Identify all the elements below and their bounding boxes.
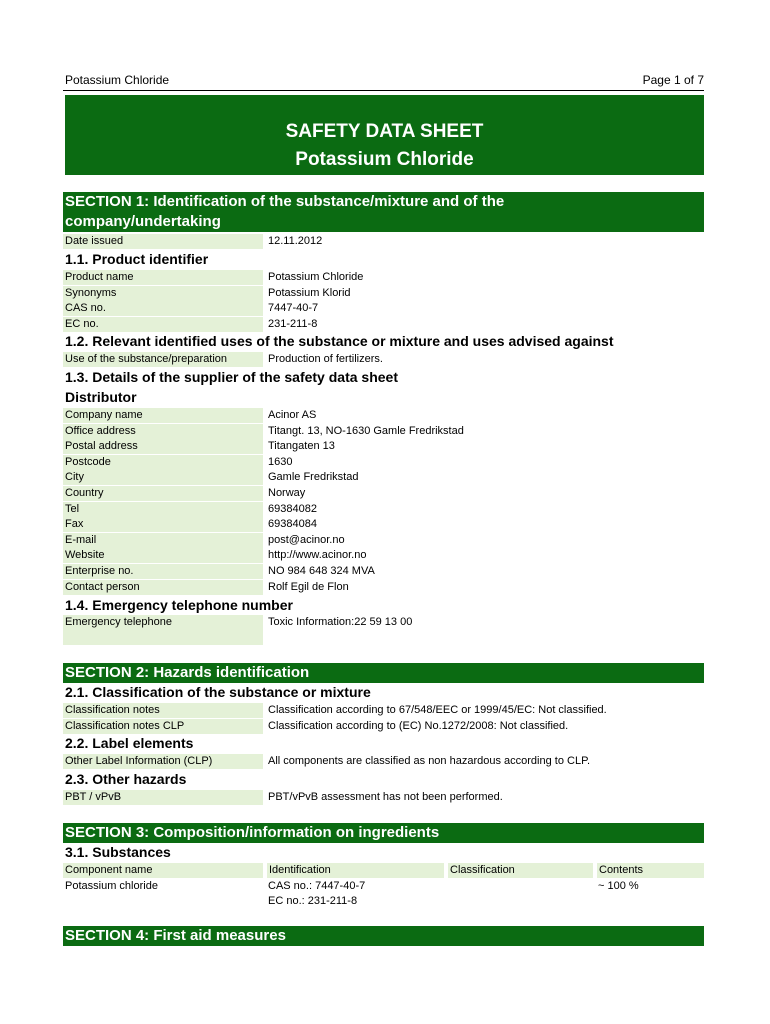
table-row [63, 486, 704, 501]
field-value: Gamle Fredrikstad [268, 471, 359, 484]
field-label: Postal address [63, 439, 263, 454]
title-banner [65, 95, 704, 175]
table-row [63, 408, 704, 423]
header-product: Potassium Chloride [65, 73, 170, 87]
column-header-classification: Classification [448, 863, 593, 878]
field-label: City [63, 470, 263, 485]
column-header-component: Component name [63, 863, 263, 878]
field-value: 12.11.2012 [268, 235, 323, 247]
subheading-1-1: 1.1. Product identifier [65, 251, 209, 267]
field-label: Emergency telephone [63, 615, 263, 645]
table-row [63, 548, 704, 563]
field-value: http://www.acinor.no [268, 549, 367, 562]
use-row [63, 352, 704, 367]
field-label: PBT / vPvB [63, 790, 263, 805]
field-value: All components are classified as non hazardous according to CLP. [268, 755, 591, 767]
subheading-3-1: 3.1. Substances [65, 844, 171, 860]
table-row [63, 580, 704, 595]
subheading-2-3: 2.3. Other hazards [65, 771, 187, 787]
field-value: Classification according to 67/548/EEC or 1999/45/EC: Not classified. [268, 704, 607, 716]
field-value: 69384084 [268, 518, 317, 531]
table-row [63, 455, 704, 470]
field-label: EC no. [63, 317, 263, 332]
section-1-header [63, 192, 704, 232]
field-value: Potassium Klorid [268, 286, 351, 299]
field-label: Use of the substance/preparation [63, 352, 263, 367]
field-value: Norway [268, 487, 306, 499]
field-value: 231-211-8 [268, 317, 318, 330]
field-value: Toxic Information:22 59 13 00 [268, 616, 413, 628]
field-label: CAS no. [63, 301, 263, 316]
table-row [63, 517, 704, 532]
subheading-1-3: 1.3. Details of the supplier of the safety data sheet [65, 369, 398, 385]
table-row [63, 470, 704, 485]
section-2-header: SECTION 2: Hazards identification [63, 663, 704, 683]
table-row [63, 286, 704, 301]
field-label: Tel [63, 502, 263, 517]
page-header [63, 72, 704, 91]
distributor-heading: Distributor [65, 389, 137, 405]
document-title: SAFETY DATA SHEET [285, 121, 484, 142]
column-header-identification: Identification [267, 863, 444, 878]
table-row [63, 270, 704, 285]
column-header-contents: Contents [597, 863, 704, 878]
field-value: 69384082 [268, 502, 317, 515]
ec-cell: EC no.: 231-211-8 [268, 895, 358, 907]
field-value: PBT/vPvB assessment has not been performed. [268, 791, 503, 803]
field-label: Website [63, 548, 263, 563]
field-label: Date issued [63, 234, 263, 249]
table-row [63, 317, 704, 332]
subheading-1-2: 1.2. Relevant identified uses of the substance or mixture and uses advised against [65, 333, 614, 349]
field-value: Acinor AS [268, 409, 317, 421]
document-subtitle: Potassium Chloride [295, 149, 474, 170]
field-label: Enterprise no. [63, 564, 263, 579]
field-label: Classification notes [63, 703, 263, 718]
field-label: E-mail [63, 533, 263, 548]
field-label: Other Label Information (CLP) [63, 754, 263, 769]
table-row [63, 424, 704, 439]
subheading-2-1: 2.1. Classification of the substance or mixture [65, 684, 371, 700]
field-label: Classification notes CLP [63, 719, 263, 734]
component-name-cell: Potassium chloride [65, 880, 158, 892]
field-label: Contact person [63, 580, 263, 595]
table-row [63, 502, 704, 517]
field-label: Postcode [63, 455, 263, 470]
field-label: Fax [63, 517, 263, 532]
subheading-2-2: 2.2. Label elements [65, 735, 194, 751]
field-value: post@acinor.no [268, 533, 345, 546]
field-value: 7447-40-7 [268, 302, 319, 314]
date-issued-row [63, 234, 704, 249]
table-row [63, 703, 704, 718]
field-value: NO 984 648 324 MVA [268, 565, 375, 577]
field-value: Rolf Egil de Flon [268, 580, 349, 593]
table-row [63, 790, 704, 805]
table-row [63, 564, 704, 579]
field-value: Potassium Chloride [268, 271, 364, 283]
header-page-number: Page 1 of 7 [642, 73, 704, 87]
field-value: Titangaten 13 [268, 440, 335, 453]
field-label: Company name [63, 408, 263, 423]
section-1-title-line2: company/undertaking [65, 213, 221, 230]
section-3-header: SECTION 3: Composition/information on ingredients [63, 823, 704, 843]
field-label: Product name [63, 270, 263, 285]
cas-cell: CAS no.: 7447-40-7 [268, 880, 366, 892]
contents-cell: ~ 100 % [598, 880, 639, 892]
section-4-header: SECTION 4: First aid measures [63, 926, 704, 946]
field-label: Synonyms [63, 286, 263, 301]
section-1-title-line1: SECTION 1: Identification of the substance/mixture and of the [65, 193, 505, 210]
table-row [63, 719, 704, 734]
field-label: Country [63, 486, 263, 501]
field-label: Office address [63, 424, 263, 439]
emergency-row [63, 615, 704, 630]
field-value: Titangt. 13, NO-1630 Gamle Fredrikstad [268, 424, 464, 437]
subheading-1-4: 1.4. Emergency telephone number [65, 597, 293, 613]
table-row [63, 301, 704, 316]
table-row [63, 439, 704, 454]
field-value: Classification according to (EC) No.1272/2008: Not classified. [268, 719, 569, 732]
field-value: 1630 [268, 455, 293, 468]
table-row [63, 754, 704, 769]
field-value: Production of fertilizers. [268, 353, 383, 365]
table-row [63, 533, 704, 548]
